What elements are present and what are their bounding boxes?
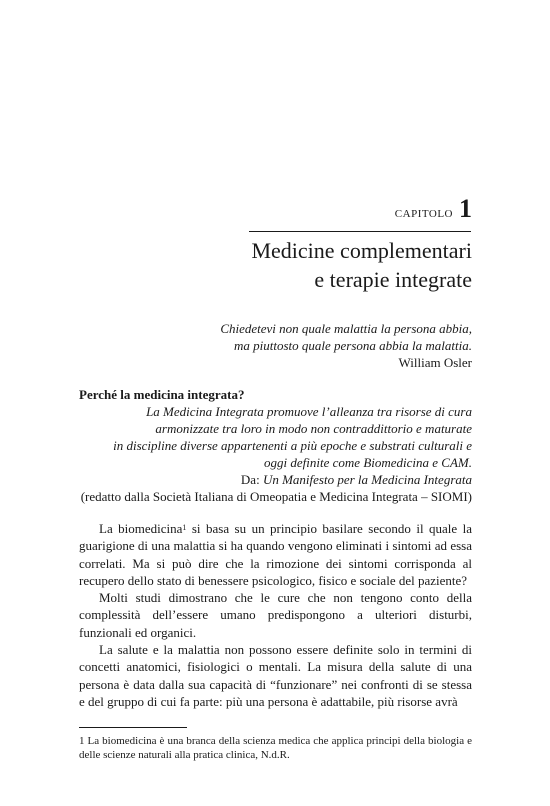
quote-source-title: Un Manifesto per la Medicina Integrata — [262, 472, 472, 487]
chapter-label — [395, 196, 472, 222]
chapter-word: CAPITOLO — [394, 208, 453, 220]
footnote: 1 La biomedicina è una branca della scienza medica che applica principi della biologia e delle scienze naturali alla pratica clinica, N.d.R. — [79, 735, 472, 761]
paragraph-2: Molti studi dimostrano che le cure che non tengono conto della complessità dell’essere umano predispongono a ulteriori disturbi, funzionali ed organici. — [79, 590, 472, 640]
block-quote — [52, 403, 472, 505]
chapter-title-line1: Medicine complementari — [251, 238, 472, 263]
quote-source — [52, 471, 472, 488]
quote-line3: in discipline diverse appartenenti a più epoche e substrati culturali e — [113, 438, 472, 453]
epigraph-line1: Chiedetevi non quale malattia la persona abbia, — [220, 321, 472, 336]
quote-credit: (redatto dalla Società Italiana di Omeopatia e Medicina Integrata – SIOMI) — [80, 489, 472, 504]
footnote-ref[interactable]: 1 — [182, 523, 187, 532]
paragraph-1-start: La biomedicina — [99, 521, 183, 536]
quote-line1: La Medicina Integrata promuove l’alleanza tra risorse di cura — [146, 404, 472, 419]
chapter-rule — [249, 231, 471, 232]
paragraph-1-rest: si basa su un principio basilare secondo il quale la guarigione di una malattia si ha quando vengono eliminati i sintomi ad essa correlati. Ma si può dire che la rimozione dei sintomi corrisponda al recupero dello stato di benessere psicologico, fisico e sociale del paziente? — [79, 521, 472, 588]
section-heading: Perché la medicina integrata? — [79, 387, 245, 402]
footnote-rule — [79, 727, 187, 728]
epigraph-author: William Osler — [398, 355, 472, 370]
body-text — [79, 520, 472, 710]
paragraph-3: La salute e la malattia non possono essere definite solo in termini di concetti anatomici, fisiologici o mentali. La misura della salute di una persona è data dalla sua capacità di “funzionare” nei confronti di se stessa e del gruppo di cui fa parte: più una persona è adattabile, più risorse avrà — [79, 642, 472, 709]
chapter-number: 1 — [459, 194, 472, 223]
epigraph — [152, 320, 472, 371]
chapter-title — [172, 236, 472, 294]
paragraph-1 — [79, 520, 472, 589]
epigraph-line2: ma piuttosto quale persona abbia la malattia. — [234, 338, 472, 353]
quote-source-prefix: Da: — [240, 472, 263, 487]
quote-line2: armonizzate tra loro in modo non contraddittorio e maturate — [155, 421, 472, 436]
quote-line4: oggi definite come Biomedicina e CAM. — [264, 455, 472, 470]
chapter-title-line2: e terapie integrate — [314, 267, 472, 292]
